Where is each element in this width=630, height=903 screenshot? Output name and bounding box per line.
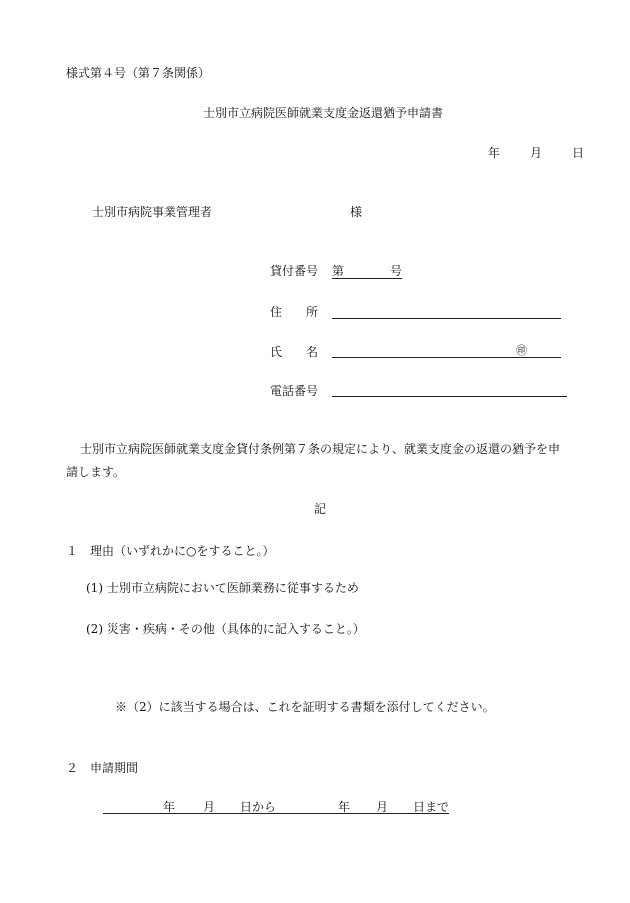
loan-number-field[interactable] (332, 265, 402, 279)
phone-label: 電話番号 (270, 384, 319, 398)
period-from-day: 日から (240, 800, 277, 814)
date-month: 月 (530, 146, 543, 160)
date-year: 年 (488, 146, 501, 160)
body-text-line2: 請します。 (66, 465, 126, 479)
phone-field-line[interactable] (332, 396, 567, 397)
section2-heading: ２ 申請期間 (66, 761, 139, 775)
address-field-line[interactable] (332, 318, 561, 319)
section1-option-1[interactable]: (1) 士別市立病院において医師業務に従事するため (86, 581, 359, 595)
addressee-honorific: 様 (350, 205, 363, 219)
date-day: 日 (572, 146, 585, 160)
period-to-month: 月 (376, 800, 389, 814)
period-from-month: 月 (203, 800, 216, 814)
name-label: 氏 名 (270, 345, 319, 359)
body-text-line1: 士別市立病院医師就業支度金貸付条例第７条の規定により、就業支度金の返還の猶予を申 (80, 442, 561, 456)
period-from-year: 年 (163, 800, 176, 814)
loan-number-suffix: 号 (390, 264, 403, 278)
section1-option-2[interactable]: (2) 災害・疾病・その他（具体的に記入すること。） (86, 622, 365, 636)
addressee-name: 士別市病院事業管理者 (92, 205, 213, 219)
name-field-line[interactable] (332, 357, 561, 358)
loan-number-label: 貸付番号 (270, 264, 319, 278)
period-to-year: 年 (338, 800, 351, 814)
section1-note: ※（2）に該当する場合は、これを証明する書類を添付してください。 (115, 700, 495, 714)
period-to-day: 日まで (413, 800, 450, 814)
form-number: 様式第４号（第７条関係） (66, 66, 211, 80)
period-underline (103, 813, 449, 814)
page-title: 士別市立病院医師就業支度金返還猶予申請書 (203, 106, 444, 120)
seal-icon: ㊞ (516, 344, 527, 357)
loan-number-prefix: 第 (332, 264, 345, 278)
ki-heading: 記 (314, 502, 327, 516)
date-line (488, 147, 584, 159)
address-label: 住 所 (270, 305, 319, 319)
section1-heading: １ 理由（いずれかに○をすること。） (66, 544, 275, 558)
loan-number-underline (332, 265, 402, 279)
